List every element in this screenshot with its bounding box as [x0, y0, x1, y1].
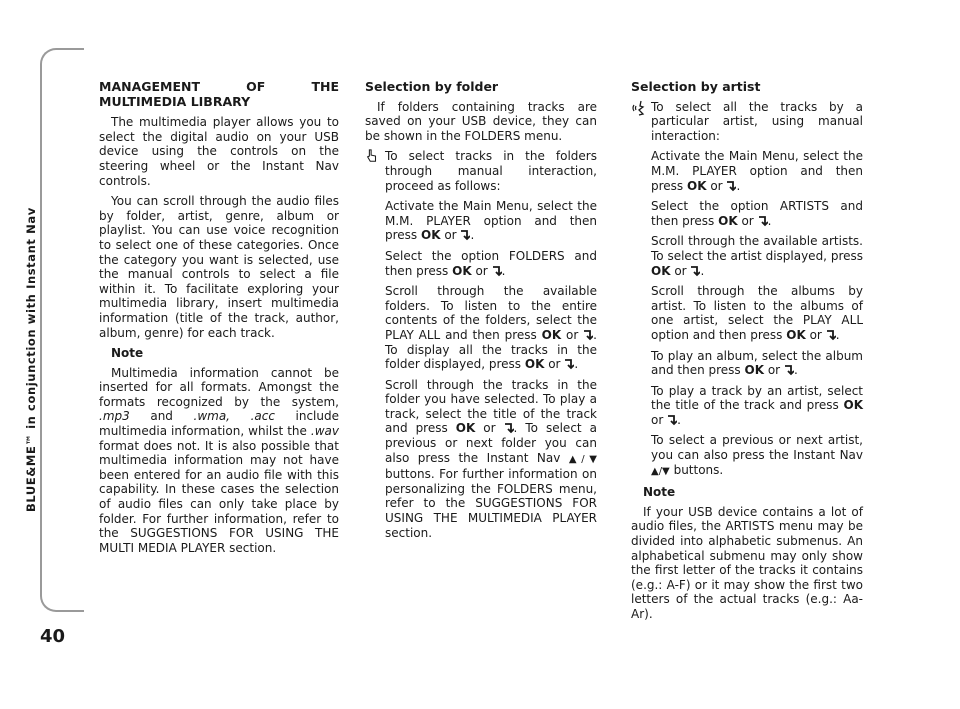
voice-icon [631, 100, 647, 116]
step-4: Scroll through the albums by artist. To listen to the albums of one artist, select the PLAY ALL option and then press OK or . [651, 284, 863, 342]
enter-arrow-icon [504, 423, 514, 434]
enter-arrow-icon [492, 266, 502, 277]
section-title: BLUE&ME™ in conjunction with Instant Nav [24, 207, 38, 512]
heading-folder: Selection by folder [365, 79, 499, 94]
step-6: To play a track by an artist, select the title of the track and press OK or . [651, 383, 863, 427]
heading-management: MANAGEMENT OF THE MULTIMEDIA LIBRARY [99, 79, 339, 109]
paragraph: Multimedia information cannot be inserted for all formats. Amongst the formats recognized by the system, .mp3 and .wma, .acc include multimedia information, whilst the .wav format does not. It is also possible that multimedia information may not have been entered for an audio file with this capability. In these cases the selection of audio files can only take place by folder. For further information, refer to the SUGGESTIONS FOR USING THE MULTI MEDIA PLAYER section. [99, 365, 339, 555]
step-7: To select a previous or next artist, you can also press the Instant Nav ▲/▼ buttons. [651, 433, 863, 477]
paragraph: The multimedia player allows you to select the digital audio on your USB device using the controls on the steering wheel or the Instant Nav controls. [99, 115, 339, 188]
step-5: To play an album, select the album and then press OK or . [651, 348, 863, 378]
enter-arrow-icon [784, 365, 794, 376]
note-label: Note [111, 346, 144, 361]
enter-arrow-icon [690, 266, 700, 277]
column-2 [365, 80, 597, 546]
step-3: Scroll through the available artists. To select the artist displayed, press OK or . [651, 234, 863, 278]
paragraph: If your USB device contains a lot of audio files, the ARTISTS menu may be divided into alphabetic submenus. An alphabetical submenu may only show the first letter of the tracks it contains (e.g.: A-F) or it may show the first two letters of the actual tracks (e.g.: Aa-Ar). [631, 504, 863, 621]
page-number: 40 [40, 626, 66, 647]
column-3 [631, 80, 863, 628]
enter-arrow-icon [726, 181, 736, 192]
note-label: Note [643, 485, 676, 500]
hand-pointer-icon [365, 149, 381, 165]
enter-arrow-icon [460, 230, 470, 241]
side-bracket [40, 48, 84, 612]
enter-arrow-icon [758, 216, 768, 227]
enter-arrow-icon [564, 359, 574, 370]
step-1: Activate the Main Menu, select the M.M. PLAYER option and then press OK or . [651, 149, 863, 193]
heading-artist: Selection by artist [631, 79, 761, 94]
enter-arrow-icon [826, 330, 836, 341]
step-2: Select the option ARTISTS and then press OK or . [651, 199, 863, 228]
up-down-arrows-icon: ▲/▼ [651, 465, 670, 477]
enter-arrow-icon [667, 415, 677, 426]
voice-intro: To select all the tracks by a particular artist, using manual interaction: [631, 100, 863, 144]
manual-intro: To select tracks in the folders through manual interaction, proceed as follows: [365, 149, 597, 193]
paragraph: You can scroll through the audio files by folder, artist, genre, album or playlist. You can use voice recognition to select one of these categories. Once the category you want is selected, use the manual controls to select a file within it. To facilitate exploring your multimedia library, insert multimedia information (title of the track, author, album, genre) for each track. [99, 194, 339, 340]
paragraph: If folders containing tracks are saved on your USB device, they can be shown in the FOLDERS menu. [365, 99, 597, 143]
column-1 [99, 80, 339, 561]
step-4: Scroll through the tracks in the folder you have selected. To play a track, select the title of the track and press OK or . To select a previous or next folder you can also press the Instant Nav ▲/▼ buttons. For further information on personalizing the FOLDERS menu, refer to the SUGGESTIONS FOR USING THE MULTIMEDIA PLAYER section. [385, 377, 597, 540]
step-1: Activate the Main Menu, select the M.M. PLAYER option and then press OK or . [385, 199, 597, 243]
step-3: Scroll through the available folders. To listen to the entire contents of the folders, select the PLAY ALL and then press OK or . To display all the tracks in the folder displayed, press OK or . [385, 284, 597, 372]
step-2: Select the option FOLDERS and then press OK or . [385, 248, 597, 278]
enter-arrow-icon [583, 330, 593, 341]
up-down-arrows-icon: ▲/▼ [568, 453, 597, 465]
